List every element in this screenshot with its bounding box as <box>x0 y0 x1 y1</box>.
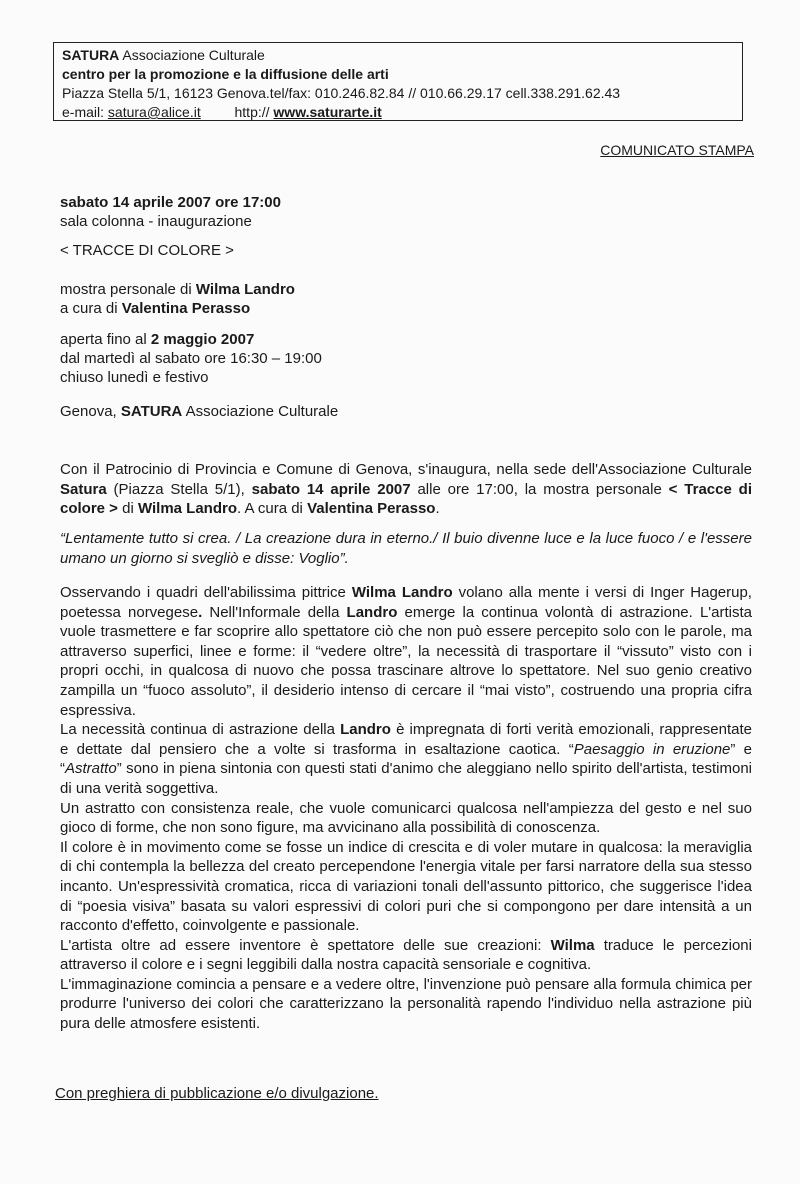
intro-text: (Piazza Stella 5/1), <box>106 480 252 498</box>
artist-name: Wilma Landro <box>195 281 295 298</box>
p5-text: L'artista oltre ad essere inventore è spettatore delle sue creazioni: <box>60 936 551 954</box>
closed-days: chiuso lunedì e festivo <box>60 369 209 386</box>
p2-text: è impregnata di forti verità emozionali, rappresentate e dettate dal pensiero che a volte si trasforma in esaltazione caotica. “ <box>60 721 752 758</box>
p1-text: emerge la continua volontà di astrazione. L'artista vuole trasmettere e far scoprire allo spettatore ciò che non può essere percepito solo con le parole, ma attraverso superfici, linee e forme: il “vedere oltre”, la necessità di trasportare il “vissuto” visto con i propri occhi, in qualcosa di nuovo che possa trascinare altrove lo spettatore. Nel suo genio creativo zampilla un “fuoco assoluto”, il desiderio intenso di cercare il “mai visto”, costruendo una propria cifra espressiva. <box>60 603 752 719</box>
body-paragraph-2 <box>60 720 752 798</box>
open-until-line <box>60 330 254 349</box>
exhibition-prefix: mostra personale di <box>60 281 196 298</box>
opening-hours: dal martedì al sabato ore 16:30 – 19:00 <box>60 350 322 367</box>
p2-text: ” e “ <box>60 740 752 778</box>
org-tagline: centro per la promozione e la diffusione delle arti <box>62 66 389 82</box>
p2-text: La necessità continua di astrazione della <box>60 721 341 739</box>
intro-text: Con il Patrocinio di Provincia e Comune di Genova, s'inaugura, nella sede dell'Associazione Culturale <box>60 461 752 478</box>
location-org: SATURA <box>120 403 183 420</box>
closing-note: Con preghiera di pubblicazione e/o divulgazione. <box>55 1085 379 1102</box>
event-date-time: sabato 14 aprile 2007 ore 17:00 <box>60 194 281 211</box>
press-release-label: COMUNICATO STAMPA <box>600 142 754 158</box>
website-link[interactable]: www.saturarte.it <box>273 104 382 120</box>
p1-text: volano alla mente i versi di Inger Hagerup, poetessa norvegese <box>60 584 752 621</box>
p2-text: ” sono in piena sintonia con questi stati d'animo che aleggiano nello spirito dell'artista, testimoni di una verità soggettiva. <box>60 760 752 797</box>
intro-date: sabato 14 aprile 2007 <box>251 480 411 498</box>
p1-artist: Wilma Landro <box>351 584 453 601</box>
p5-text: traduce le percezioni attraverso il colore e i segni leggibili dalla nostra capacità sensoriale e cognitiva. <box>60 936 752 974</box>
poem-quote: “Lentamente tutto si crea. / La creazione dura in eterno./ Il buio divenne luce e la luce fuoco / e l'essere umano un giorno si svegliò e disse: Voglio”. <box>60 530 752 567</box>
p1-text: Nell'Informale della <box>202 603 347 621</box>
p5-wilma: Wilma <box>550 936 595 954</box>
org-suffix: Associazione Culturale <box>119 47 265 63</box>
email-link[interactable]: satura@alice.it <box>107 104 201 120</box>
org-name-line <box>62 46 742 65</box>
intro-text: . <box>435 500 440 518</box>
p1-landro: Landro <box>346 603 398 621</box>
body-paragraph-5 <box>60 936 752 975</box>
web-label: http:// <box>234 104 274 120</box>
exhibition-title: < TRACCE DI COLORE > <box>60 242 234 259</box>
p1-dot: . <box>198 603 203 621</box>
p2-landro: Landro <box>340 721 391 739</box>
intro-title: < Tracce di colore > <box>60 480 752 518</box>
open-until-date: 2 maggio 2007 <box>150 331 255 348</box>
intro-text: di <box>117 500 138 518</box>
email-label: e-mail: <box>62 104 108 120</box>
body-paragraph-6: L'immaginazione comincia a pensare e a vedere oltre, l'invenzione può pensare alla formula chimica per produrre l'universo dei colori che caratterizzano la personalità rapendo l'individuo nella astrazione più pura delle atmosfere esistenti. <box>60 975 752 1033</box>
location-prefix: Genova, <box>60 403 121 420</box>
artist-line <box>60 280 295 299</box>
p1-text: Osservando i quadri dell'abilissima pittrice <box>60 584 352 601</box>
intro-curator: Valentina Perasso <box>307 500 436 518</box>
intro-satura: Satura <box>60 480 107 498</box>
body-paragraph-4: Il colore è in movimento come se fosse un indice di crescita e di voler mutare in qualcosa: la meraviglia di chi contempla la bellezza del creato percependone l'energia vitale per farsi narratore della sua stesso incanto. Un'espressività cromatica, ricca di variazioni tonali dell'assunto pittorico, che suggerisce l'idea di “poesia visiva” basata su valori espressivi di colori puri che si compongono per dare intensità a un racconto d'effetto, coinvolgente e passionale. <box>60 838 752 935</box>
letterhead-box <box>53 42 743 121</box>
p2-work-title: Astratto <box>65 760 117 778</box>
intro-artist: Wilma Landro <box>137 500 238 518</box>
body-paragraph-3: Un astratto con consistenza reale, che vuole comunicarci qualcosa nell'ampiezza del gesto e nel suo gioco di forme, che non sono figure, ma avvicinano alla possibilità di conoscenza. <box>60 799 752 837</box>
event-venue: sala colonna - inaugurazione <box>60 213 252 230</box>
location-suffix: Associazione Culturale <box>182 403 339 420</box>
intro-text: . A cura di <box>237 500 308 518</box>
org-address: Piazza Stella 5/1, 16123 Genova.tel/fax: 010.246.82.84 // 010.66.29.17 cell.338.291.62.43 <box>62 85 621 101</box>
curator-prefix: a cura di <box>60 300 122 317</box>
intro-paragraph <box>60 460 752 519</box>
p2-work-title: Paesaggio in eruzione <box>573 740 731 758</box>
body-text <box>60 583 752 1034</box>
intro-text: alle ore 17:00, la mostra personale <box>410 480 669 498</box>
org-name: SATURA <box>62 47 120 63</box>
curator-line <box>60 299 250 318</box>
curator-name: Valentina Perasso <box>121 300 251 317</box>
open-prefix: aperta fino al <box>60 331 151 348</box>
contact-line <box>62 103 742 122</box>
location-line <box>60 402 338 421</box>
body-paragraph-1 <box>60 583 752 720</box>
